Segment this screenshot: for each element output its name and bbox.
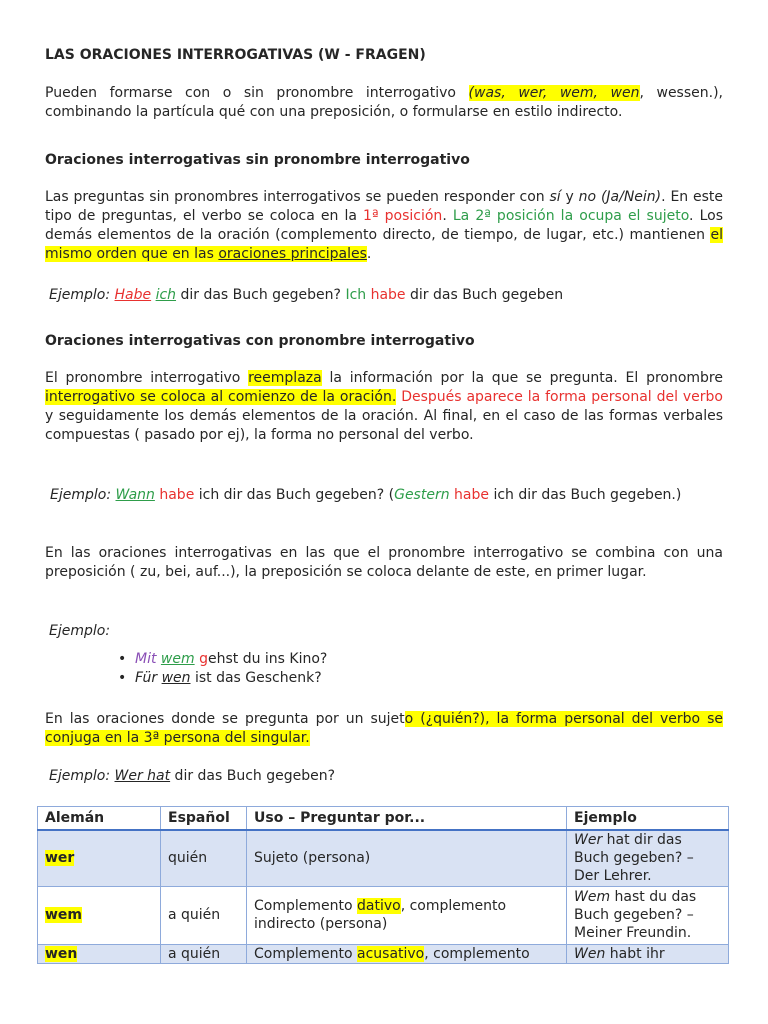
example-rest: habt ihr <box>605 945 665 962</box>
uso-text-b: , complemento <box>424 945 530 962</box>
s1-example-ich: ich <box>155 287 177 303</box>
page-title: LAS ORACIONES INTERROGATIVAS (W - FRAGEN) <box>45 47 426 63</box>
word-highlight: wem <box>45 907 83 923</box>
bullet2-wen: wen <box>161 670 191 686</box>
example-rest: hast du das Buch gegeben? – Meiner Freundin. <box>574 889 697 941</box>
bullet2-rest: ist das Geschenk? <box>190 670 322 686</box>
section2-example2-label: Ejemplo: <box>49 623 111 639</box>
s1-example-rest2: dir das Buch gegeben <box>405 287 564 303</box>
s1-example-label: Ejemplo: <box>49 287 111 303</box>
s2-example3-rest: dir das Buch gegeben? <box>170 768 336 784</box>
s2-example3-label: Ejemplo: <box>49 768 111 784</box>
s1-text-4: . Los demás elementos de la oración (complemento directo, de tiempo, de lugar, etc.) mantienen <box>45 208 723 243</box>
s1-highlight-underlined: oraciones principales <box>218 246 367 262</box>
intro-text-2: , wessen.), combinando la partícula qué con una preposición, o formularse en estilo indirecto. <box>45 85 723 120</box>
bullet1-g: g <box>199 651 208 667</box>
subject-text: En las oraciones donde se pregunta por un sujet <box>45 711 405 727</box>
table-row <box>38 886 729 944</box>
table-cell-word <box>38 944 161 963</box>
s2-highlight-reemplaza: reemplaza <box>248 370 322 386</box>
s1-text-5: . <box>366 246 372 262</box>
table-cell-uso <box>247 886 567 944</box>
table-header-cell: Español <box>161 807 247 831</box>
uso-text-b: , complemento indirecto (persona) <box>254 898 507 932</box>
table-header-cell: Alemán <box>38 807 161 831</box>
s1-highlight-text: el mismo orden que en las <box>45 227 723 262</box>
uso-text-a: Sujeto (persona) <box>254 850 371 867</box>
s2-text-2: la información por la que se pregunta. El pronombre <box>321 370 723 386</box>
uso-highlight: acusativo <box>357 945 425 962</box>
s1-example-rest: dir das Buch gegeben? <box>176 287 346 303</box>
table-cell-spanish: quién <box>161 830 247 886</box>
s1-no: no (Ja/Nein) <box>578 189 662 205</box>
example-word: Wen <box>574 945 606 962</box>
s1-si: sí <box>549 189 561 205</box>
table-cell-example <box>567 886 729 944</box>
table-row <box>38 830 729 886</box>
s1-red-first-position: 1ª posición <box>363 208 443 224</box>
subject-highlight: o (¿quién?), la forma personal del verbo se conjuga en la 3ª persona del singular. <box>45 711 723 746</box>
table-cell-word <box>38 830 161 886</box>
uso-highlight: dativo <box>357 898 401 914</box>
section2-paragraph <box>45 369 723 445</box>
intro-text-1: Pueden formarse con o sin pronombre interrogativo <box>45 85 469 101</box>
bullet1-ehst: ehst <box>207 651 239 667</box>
section2-heading: Oraciones interrogativas con pronombre interrogativo <box>45 333 475 349</box>
s2-example-label: Ejemplo: <box>50 487 112 503</box>
s1-example-habe: Habe <box>114 287 152 303</box>
section1-paragraph <box>45 188 723 264</box>
table-cell-example <box>567 944 729 963</box>
s1-text-2: . En este tipo de preguntas, el verbo se coloca en la <box>45 189 724 224</box>
example-rest: hat dir das Buch gegeben? – Der Lehrer. <box>574 832 694 885</box>
section1-heading: Oraciones interrogativas sin pronombre interrogativo <box>45 152 470 168</box>
section2-example3 <box>49 767 727 786</box>
example-list <box>118 650 327 688</box>
s2-example-rest: ich dir das Buch gegeben? ( <box>194 487 395 503</box>
table-cell-word <box>38 886 161 944</box>
section1-example <box>49 286 727 305</box>
uso-text-a: Complemento <box>254 898 357 914</box>
bullet1-wem: wem <box>160 651 195 667</box>
s2-example-habe2: habe <box>454 487 489 503</box>
s2-example3-wer-hat: Wer hat <box>114 768 171 784</box>
table-header-cell: Uso – Preguntar por... <box>247 807 567 831</box>
example-word: Wem <box>574 889 611 905</box>
section2-example <box>50 486 723 505</box>
s1-text-3: . <box>442 208 453 224</box>
s2-highlight-comienzo: interrogativo se coloca al comienzo de la oración. <box>45 389 397 405</box>
bullet2-fur: Für <box>135 670 158 686</box>
s2-text-1: El pronombre interrogativo <box>45 370 249 386</box>
bullet1-mit: Mit <box>135 651 157 667</box>
subject-paragraph <box>45 710 723 748</box>
s2-example-gestern: Gestern <box>394 487 450 503</box>
list-item <box>118 669 327 688</box>
s2-example-wann: Wann <box>115 487 155 503</box>
s2-red-forma-personal: Después aparece la forma personal del verbo <box>401 389 723 405</box>
word-highlight: wer <box>45 850 75 867</box>
s2-text-4: y seguidamente los demás elementos de la oración. Al final, en el caso de las formas verbales compuestas ( pasado por ej), la forma no personal del verbo. <box>45 408 723 443</box>
s1-green-second-position: La 2ª posición la ocupa el sujeto <box>452 208 690 224</box>
s1-text-1: Las preguntas sin pronombres interrogativos se pueden responder con <box>45 189 550 205</box>
word-highlight: wen <box>45 945 78 962</box>
pronoun-table <box>37 806 729 964</box>
intro-highlight: (was, wer, wem, wen <box>468 85 640 101</box>
table-cell-example <box>567 830 729 886</box>
table-header-row <box>38 807 729 831</box>
table-cell-uso <box>247 944 567 963</box>
s1-example-habe2: habe <box>370 287 406 303</box>
table-cell-uso <box>247 830 567 886</box>
preposition-paragraph: En las oraciones interrogativas en las que el pronombre interrogativo se combina con una preposición ( zu, bei, auf...), la preposición se coloca delante de este, en primer lugar. <box>45 545 723 580</box>
list-item <box>118 650 327 669</box>
s1-y: y <box>560 189 579 205</box>
example-word: Wer <box>574 832 603 849</box>
s2-example-rest2: ich dir das Buch gegeben.) <box>489 487 682 503</box>
table-cell-spanish: a quién <box>161 944 247 963</box>
s2-example-habe: habe <box>159 487 195 503</box>
table-row <box>38 944 729 963</box>
uso-text-a: Complemento <box>254 945 357 962</box>
s1-example-ich2: Ich <box>345 287 367 303</box>
table-header-cell: Ejemplo <box>567 807 729 831</box>
intro-paragraph <box>45 84 723 122</box>
table-cell-spanish: a quién <box>161 886 247 944</box>
bullet1-rest: du ins Kino? <box>238 651 328 667</box>
